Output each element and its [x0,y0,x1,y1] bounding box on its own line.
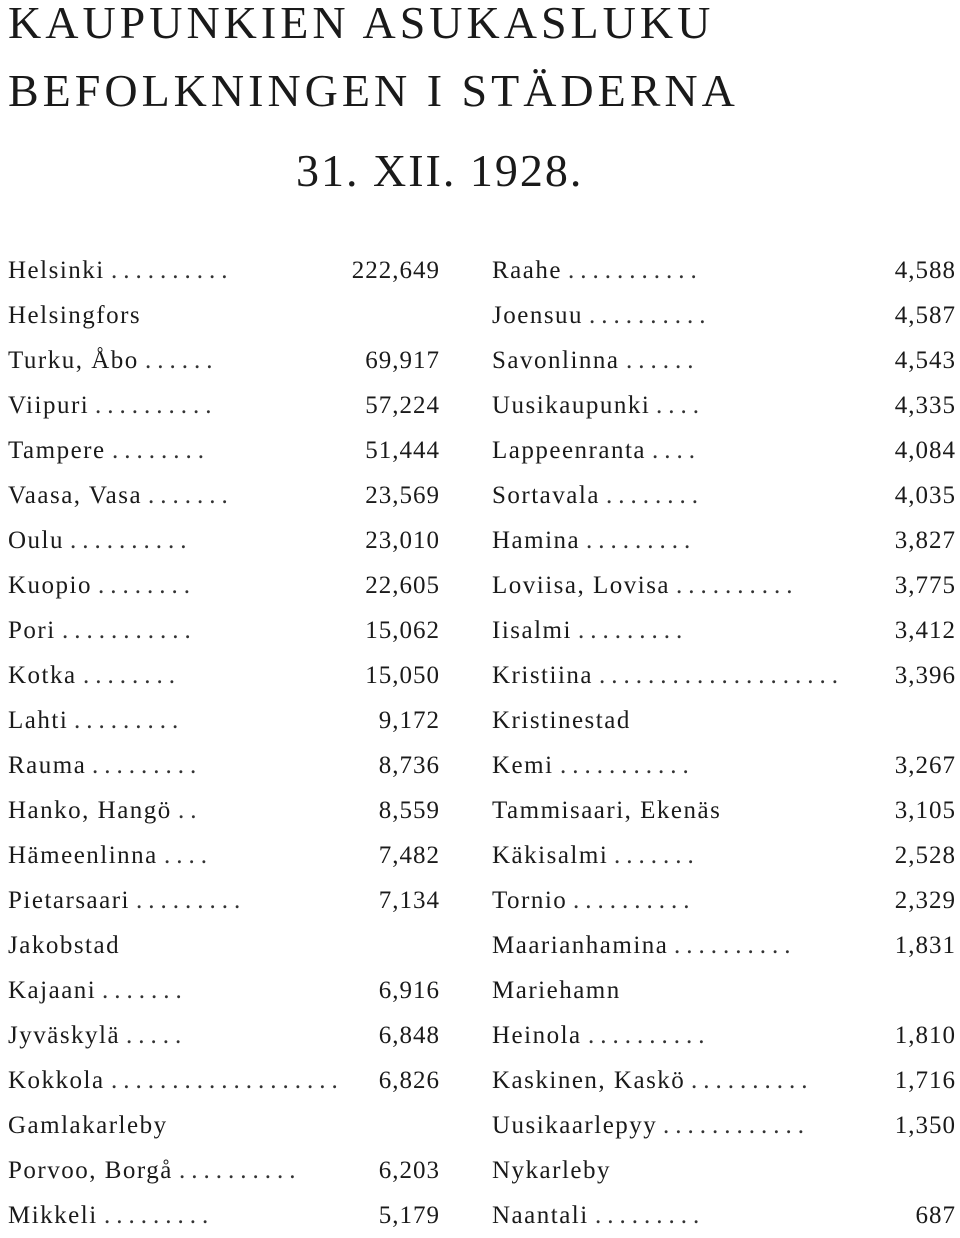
population-value: 4,587 [894,302,956,329]
city-row [8,698,440,743]
city-row [8,1148,440,1193]
dot-leader: .......... [676,572,799,599]
population-value: 3,105 [894,797,956,824]
city-row [8,878,440,923]
city-name: Pietarsaari [8,887,131,914]
population-value: 222,649 [351,257,440,284]
city-name: Helsingfors [8,302,142,329]
population-value: 9,172 [378,707,440,734]
dot-leader: ......... [104,1202,215,1229]
dot-leader: .... [164,842,213,869]
city-row [492,248,956,293]
city-row [8,923,440,968]
city-row [492,743,956,788]
population-value: 7,134 [378,887,440,914]
dot-leader: .......... [674,932,797,959]
city-row [492,968,956,1013]
city-name: Helsinki [8,257,105,284]
population-value: 4,035 [894,482,956,509]
city-row [8,563,440,608]
city-row [492,1193,956,1238]
dot-leader: .......... [691,1067,814,1094]
population-value: 6,848 [378,1022,440,1049]
city-row [8,1193,440,1238]
city-row [8,518,440,563]
population-value: 1,716 [894,1067,956,1094]
city-name: Hämeenlinna [8,842,158,869]
city-row [492,293,956,338]
city-row [8,1013,440,1058]
population-value: 15,050 [365,662,440,689]
population-value: 2,528 [894,842,956,869]
population-value: 3,412 [894,617,956,644]
dot-leader: ....... [148,482,234,509]
right-city-column [492,248,956,1238]
city-name: Turku, Åbo [8,347,139,374]
dot-leader: .......... [70,527,193,554]
city-name: Heinola [492,1022,582,1049]
population-value: 3,267 [894,752,956,779]
city-name: Kaskinen, Kaskö [492,1067,686,1094]
population-value: 22,605 [365,572,440,599]
city-row [8,608,440,653]
city-row [492,608,956,653]
dot-leader: .......... [95,392,218,419]
city-row [8,248,440,293]
city-name: Pori [8,617,56,644]
dot-leader: ...... [145,347,219,374]
city-row [8,383,440,428]
dot-leader: ....... [614,842,700,869]
city-row [8,338,440,383]
dot-leader: .......... [588,1022,711,1049]
population-value: 4,588 [894,257,956,284]
population-value: 6,916 [378,977,440,1004]
city-row [492,563,956,608]
city-row [8,1058,440,1103]
city-name: Lappeenranta [492,437,647,464]
city-row [492,473,956,518]
dot-leader: .... [652,437,701,464]
city-row [492,518,956,563]
city-row [492,878,956,923]
city-name: Maarianhamina [492,932,669,959]
city-name: Hamina [492,527,581,554]
city-row [492,338,956,383]
city-name: Raahe [492,257,562,284]
population-value: 8,736 [378,752,440,779]
dot-leader: ........... [62,617,197,644]
city-name: Joensuu [492,302,584,329]
title-date: 31. XII. 1928. [296,145,584,196]
population-value: 23,010 [365,527,440,554]
population-value: 69,917 [365,347,440,374]
city-row [8,428,440,473]
city-name: Kokkola [8,1067,105,1094]
city-row [492,698,956,743]
population-value: 8,559 [378,797,440,824]
city-row [492,1103,956,1148]
city-name: Uusikaupunki [492,392,651,419]
title-swedish: BEFOLKNINGEN I STÄDERNA [8,65,739,116]
city-name: Tampere [8,437,106,464]
city-name: Kuopio [8,572,92,599]
population-value: 1,350 [894,1112,956,1139]
dot-leader: .................... [599,662,844,689]
city-name: Oulu [8,527,64,554]
population-value: 23,569 [365,482,440,509]
city-name: Jyväskylä [8,1022,121,1049]
city-name: Viipuri [8,392,90,419]
city-name: Vaasa, Vasa [8,482,143,509]
population-value: 1,810 [894,1022,956,1049]
city-row [8,1103,440,1148]
city-name: Mariehamn [492,977,621,1004]
city-name: Jakobstad [8,932,121,959]
dot-leader: .......... [111,257,234,284]
dot-leader: ................... [111,1067,344,1094]
dot-leader: ..... [126,1022,188,1049]
population-value: 5,179 [378,1202,440,1229]
dot-leader: ......... [74,707,185,734]
city-name: Uusikaarlepyy [492,1112,658,1139]
city-name: Gamlakarleby [8,1112,168,1139]
city-name: Käkisalmi [492,842,609,869]
population-value: 7,482 [378,842,440,869]
dot-leader: ....... [102,977,188,1004]
city-row [492,1148,956,1193]
city-name: Kristiina [492,662,593,689]
population-value: 6,826 [378,1067,440,1094]
city-row [8,833,440,878]
dot-leader: ........ [606,482,704,509]
title-finnish: KAUPUNKIEN ASUKASLUKU [8,0,715,48]
population-value: 687 [915,1202,956,1229]
dot-leader: ........ [83,662,181,689]
population-value: 3,827 [894,527,956,554]
city-row [8,968,440,1013]
city-name: Kemi [492,752,554,779]
city-name: Nykarleby [492,1157,612,1184]
city-row [8,293,440,338]
dot-leader: ......... [136,887,247,914]
city-row [492,428,956,473]
city-name: Sortavala [492,482,600,509]
left-city-column [8,248,440,1238]
dot-leader: ......... [578,617,689,644]
city-row [492,653,956,698]
city-name: Loviisa, Lovisa [492,572,671,599]
city-name: Tornio [492,887,568,914]
city-row [492,1058,956,1103]
dot-leader: ...... [626,347,700,374]
dot-leader: ......... [595,1202,706,1229]
dot-leader: .... [656,392,705,419]
city-name: Tammisaari, Ekenäs [492,797,722,824]
city-name: Kristinestad [492,707,631,734]
city-name: Hanko, Hangö [8,797,172,824]
city-row [492,383,956,428]
population-value: 15,062 [365,617,440,644]
dot-leader: ........... [560,752,695,779]
population-value: 2,329 [894,887,956,914]
city-name: Mikkeli [8,1202,98,1229]
dot-leader: ........ [112,437,210,464]
population-value: 3,775 [894,572,956,599]
dot-leader: ......... [92,752,203,779]
city-name: Kotka [8,662,77,689]
city-row [8,788,440,833]
city-row [8,473,440,518]
dot-leader: ........ [98,572,196,599]
city-name: Naantali [492,1202,589,1229]
dot-leader: .......... [573,887,696,914]
dot-leader: ............ [663,1112,810,1139]
population-value: 3,396 [894,662,956,689]
population-value: 51,444 [365,437,440,464]
population-value: 1,831 [894,932,956,959]
dot-leader: ......... [586,527,697,554]
population-value: 6,203 [378,1157,440,1184]
city-row [8,743,440,788]
dot-leader: .......... [179,1157,302,1184]
population-value: 4,543 [894,347,956,374]
city-name: Lahti [8,707,69,734]
city-row [492,833,956,878]
city-name: Rauma [8,752,87,779]
dot-leader: .......... [589,302,712,329]
population-value: 4,335 [894,392,956,419]
city-row [492,1013,956,1058]
population-value: 4,084 [894,437,956,464]
dot-leader: .. [178,797,203,824]
city-name: Porvoo, Borgå [8,1157,173,1184]
city-row [8,653,440,698]
city-row [492,923,956,968]
city-name: Iisalmi [492,617,572,644]
population-value: 57,224 [365,392,440,419]
city-name: Kajaani [8,977,97,1004]
city-row [492,788,956,833]
city-name: Savonlinna [492,347,620,374]
dot-leader: ........... [568,257,703,284]
